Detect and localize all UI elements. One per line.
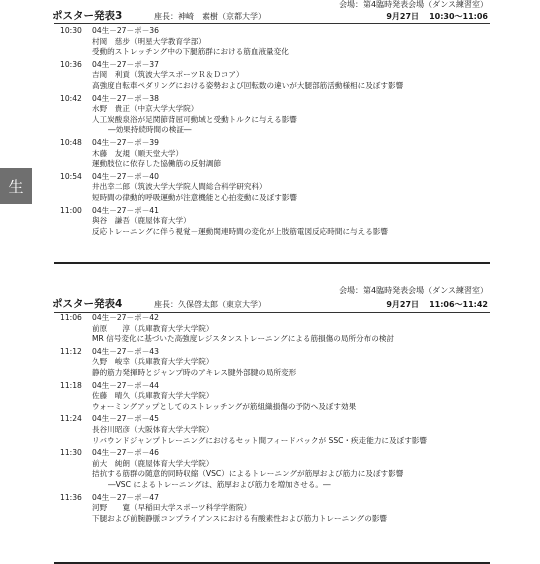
presentation-code: 04生－27－ポ－41 (92, 205, 159, 215)
presentation-time: 10:36 (60, 59, 82, 69)
presentation-title: 人工炭酸泉浴が足関節背屈可動域と受動トルクに与える影響 (92, 114, 297, 124)
presentation-list (54, 26, 490, 239)
list-item (54, 414, 490, 446)
presentation-time: 11:00 (60, 205, 82, 215)
presentation-author: 長谷川昭彦（大阪体育大学大学院） (92, 424, 214, 434)
list-item (54, 26, 490, 58)
presentation-time: 11:06 (60, 313, 82, 322)
presentation-code: 04生－27－ポ－45 (92, 414, 159, 424)
presentation-time: 10:42 (60, 93, 82, 103)
session-date: 9月27日 (386, 300, 420, 309)
presentation-code: 04生－27－ポ－46 (92, 448, 159, 458)
session-chair: 座長：久保啓太郎（東京大学） (154, 300, 266, 309)
presentation-time: 11:36 (60, 492, 82, 502)
presentation-author: 河野 寛（早稲田大学スポーツ科学学術院） (92, 503, 252, 513)
presentation-title: 静的筋力発揮時とジャンプ時のアキレス腱外部腱の局所変形 (92, 367, 297, 377)
presentation-code: 04生－27－ポ－43 (92, 346, 159, 356)
list-item (54, 94, 490, 136)
session-time-range: 11:06〜11:42 (429, 300, 488, 309)
list-item (54, 138, 490, 170)
list-item (54, 60, 490, 92)
header-divider (54, 23, 490, 24)
presentation-subtitle: ―効果持続時間の検証― (108, 125, 192, 135)
presentation-author: 與谷 謙吾（鹿屋体育大学） (92, 216, 191, 226)
presentation-author: 久野 峻幸（兵庫教育大学大学院） (92, 357, 214, 367)
presentation-author: 木藤 友規（順天堂大学） (92, 148, 184, 158)
presentation-title: 短時間の律動的呼吸運動が注意機能と心拍変動に及ぼす影響 (92, 192, 298, 202)
presentation-time: 11:30 (60, 448, 82, 458)
presentation-title: 高強度自転車ペダリングにおける姿勢および回転数の違いが大腿部筋活動様相に及ぼす影響 (92, 80, 404, 90)
presentation-code: 04生－27－ポ－40 (92, 171, 159, 181)
session-venue: 会場：第4臨時発表会場（ダンス練習室） (339, 0, 488, 9)
section-tab: 生 (0, 168, 32, 204)
presentation-author: 佐藤 晴久（兵庫教育大学大学院） (92, 391, 214, 401)
session-header (52, 9, 490, 23)
presentation-time: 11:24 (60, 414, 82, 424)
session-chair: 座長：神崎 素樹（京都大学） (154, 12, 266, 21)
list-item (54, 493, 490, 525)
session-venue: 会場：第4臨時発表会場（ダンス練習室） (339, 286, 488, 295)
presentation-subtitle: ―VSC によるトレーニングは、筋厚および筋力を増加させる。― (108, 479, 331, 489)
presentation-title: リバウンドジャンプトレーニングにおけるセット間フィードバックが SSC・疾走能力に及ぼす影響 (92, 435, 427, 445)
presentation-author: 吉岡 利貢（筑波大学スポーツＲ＆Ｄコア） (92, 70, 244, 80)
session-datetime (386, 299, 488, 310)
session-bottom-rule (54, 262, 490, 264)
presentation-code: 04生－27－ポ－47 (92, 492, 159, 502)
presentation-author: 井出幸二郎（筑波大学大学院人間総合科学研究科） (92, 182, 267, 192)
presentation-title: 拮抗する筋群の随意的同時収縮（VSC）によるトレーニングが筋厚および筋力に及ぼす影響 (92, 469, 404, 479)
presentation-title: 反応トレーニングに伴う視覚－運動関連時間の変化が上肢筋電図反応時間に与える影響 (92, 226, 388, 236)
presentation-code: 04生－27－ポ－38 (92, 93, 159, 103)
list-item (54, 448, 490, 490)
presentation-time: 10:54 (60, 171, 82, 181)
session-time-range: 10:30〜11:06 (429, 12, 488, 21)
presentation-list (54, 313, 490, 526)
presentation-code: 04生－27－ポ－37 (92, 59, 159, 69)
list-item (54, 172, 490, 204)
presentation-title: ウォーミングアップとしてのストレッチングが筋組織損傷の予防へ及ぼす効果 (92, 401, 357, 411)
list-item (54, 347, 490, 379)
presentation-time: 11:18 (60, 380, 82, 390)
session-date: 9月27日 (386, 12, 420, 21)
presentation-code: 04生－27－ポ－39 (92, 137, 159, 147)
list-item (54, 381, 490, 413)
presentation-title: MR 信号変化に基づいた高強度レジスタンストレーニングによる筋損傷の局所分布の検討 (92, 334, 395, 344)
presentation-author: 村岡 慈步（明星大学教育学部） (92, 36, 206, 46)
presentation-time: 10:30 (60, 26, 82, 35)
presentation-code: 04生－27－ポ－42 (92, 313, 159, 322)
presentation-code: 04生－27－ポ－36 (92, 26, 159, 35)
presentation-title: 受動的ストレッチング中の下腿筋群における筋血液量変化 (92, 47, 289, 57)
list-item (54, 313, 490, 345)
session-title: ポスター発表3 (52, 10, 123, 22)
session-datetime (386, 11, 488, 22)
session-title: ポスター発表4 (52, 298, 123, 310)
presentation-code: 04生－27－ポ－44 (92, 380, 159, 390)
presentation-author: 水野 貴正（中京大学大学院） (92, 104, 199, 114)
session-header (52, 297, 490, 311)
presentation-title: 運動肢位に依存した協働筋の反射調節 (92, 159, 222, 169)
list-item (54, 206, 490, 238)
presentation-time: 10:48 (60, 137, 82, 147)
presentation-author: 前大 純朗（鹿屋体育大学大学院） (92, 458, 214, 468)
presentation-title: 下腿および前腕静脈コンプライアンスにおける有酸素性および筋力トレーニングの影響 (92, 513, 388, 523)
presentation-author: 前原 淳（兵庫教育大学大学院） (92, 323, 214, 333)
presentation-time: 11:12 (60, 346, 82, 356)
